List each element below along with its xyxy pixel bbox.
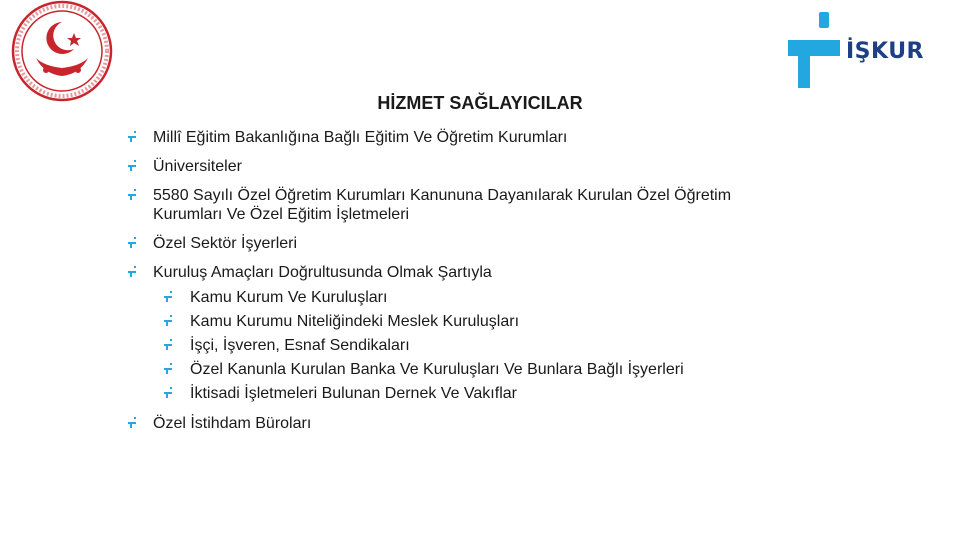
list-bullet-icon (127, 265, 139, 277)
list-item: Özel Sektör İşyerleri (153, 235, 298, 252)
list-bullet-icon (127, 130, 139, 142)
list-item: Kuruluş Amaçları Doğrultusunda Olmak Şartıyla (153, 264, 492, 281)
list-item: Üniversiteler (153, 158, 242, 175)
list-item: Özel İstihdam Büroları (153, 415, 312, 432)
sublist-bullet-icon (163, 338, 175, 350)
page-title-text: HİZMET SAĞLAYICILAR (377, 93, 583, 113)
list-item-continuation: Kurumları Ve Özel Eğitim İşletmeleri (153, 206, 410, 223)
sublist-item: Kamu Kurumu Niteliğindeki Meslek Kuruluşları (190, 313, 520, 330)
list-item: Millî Eğitim Bakanlığına Bağlı Eğitim Ve Öğretim Kurumları (153, 129, 568, 146)
list-bullet-icon (127, 159, 139, 171)
list-bullet-icon (127, 236, 139, 248)
sublist-item: İşçi, İşveren, Esnaf Sendikaları (190, 337, 410, 354)
sublist-item: Özel Kanunla Kurulan Banka Ve Kuruluşları Ve Bunlara Bağlı İşyerleri (190, 361, 684, 378)
iskur-logo-text: İŞKUR (846, 39, 924, 64)
list-bullet-icon (127, 188, 139, 200)
sublist-bullet-icon (163, 314, 175, 326)
sublist-bullet-icon (163, 386, 175, 398)
sublist-item: İktisadi İşletmeleri Bulunan Dernek Ve Vakıflar (190, 385, 517, 402)
sublist-item: Kamu Kurum Ve Kuruluşları (190, 289, 388, 306)
sublist-bullet-icon (163, 362, 175, 374)
list-bullet-icon (127, 416, 139, 428)
sublist-bullet-icon (163, 290, 175, 302)
list-item: 5580 Sayılı Özel Öğretim Kurumları Kanununa Dayanılarak Kurulan Özel Öğretim (153, 187, 732, 204)
